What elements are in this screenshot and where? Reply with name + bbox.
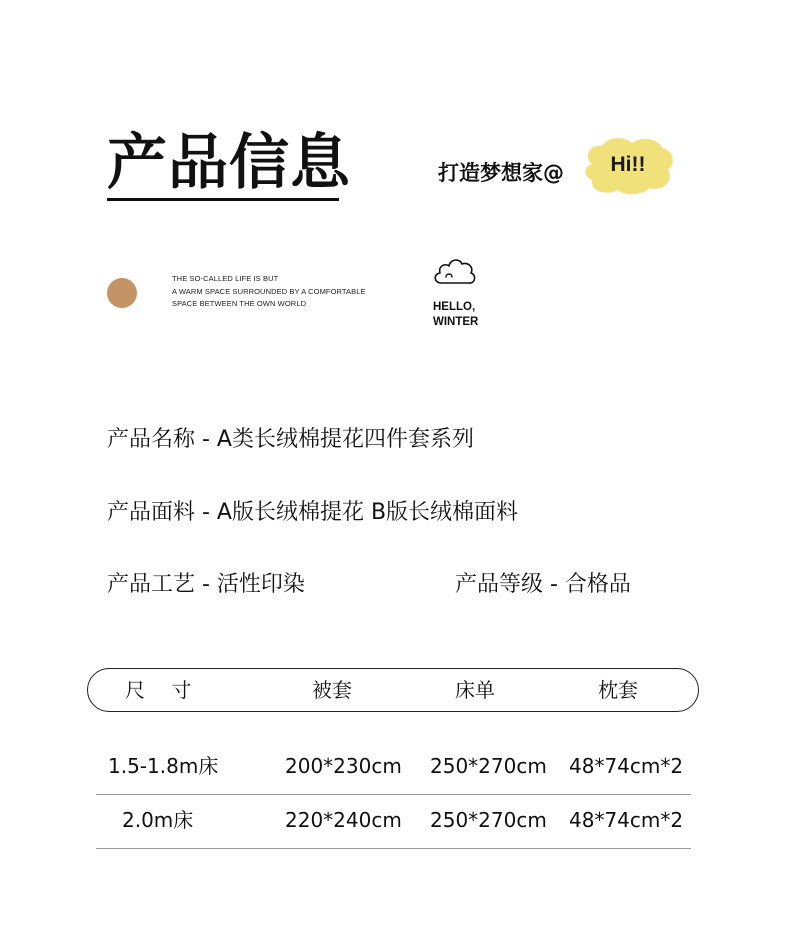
row-divider [96,848,691,849]
product-craft: 产品工艺 - 活性印染 [107,572,305,597]
tagline-line: SPACE BETWEEN THE OWN WORLD [172,299,307,308]
hello-winter [433,300,478,330]
table-cell: 2.0m床 [122,808,194,832]
table-cell: 220*240cm [285,808,402,832]
table-cell: 48*74cm*2 [569,754,684,778]
table-cell: 250*270cm [430,754,547,778]
tagline-line: A WARM SPACE SURROUNDED BY A COMFORTABLE [172,286,366,296]
tagline-line: THE SO-CALLED LIFE IS BUT [172,274,279,283]
hello-line: HELLO, [433,301,476,313]
table-header-size: 尺 寸 [125,678,192,702]
slogan: 打造梦想家@ [438,161,564,185]
table-cell: 48*74cm*2 [569,808,684,832]
product-name: 产品名称 - A类长绒棉提花四件套系列 [107,427,474,452]
page-title: 产品信息 [107,128,351,198]
tagline [172,273,366,311]
hi-badge: Hi!! [610,153,646,176]
product-fabric: 产品面料 - A版长绒棉提花 B版长绒棉面料 [107,500,519,525]
accent-dot [107,278,137,308]
table-cell: 250*270cm [430,808,547,832]
table-cell: 1.5-1.8m床 [108,754,219,778]
product-grade: 产品等级 - 合格品 [455,572,631,597]
title-underline [107,198,339,201]
table-header-duvet: 被套 [312,678,352,702]
table-header-pillowcase: 枕套 [598,678,638,702]
row-divider [96,794,691,795]
table-header-sheet: 床单 [455,678,495,702]
cloud-icon [432,256,478,288]
table-cell: 200*230cm [285,754,402,778]
hello-line: WINTER [433,316,479,328]
